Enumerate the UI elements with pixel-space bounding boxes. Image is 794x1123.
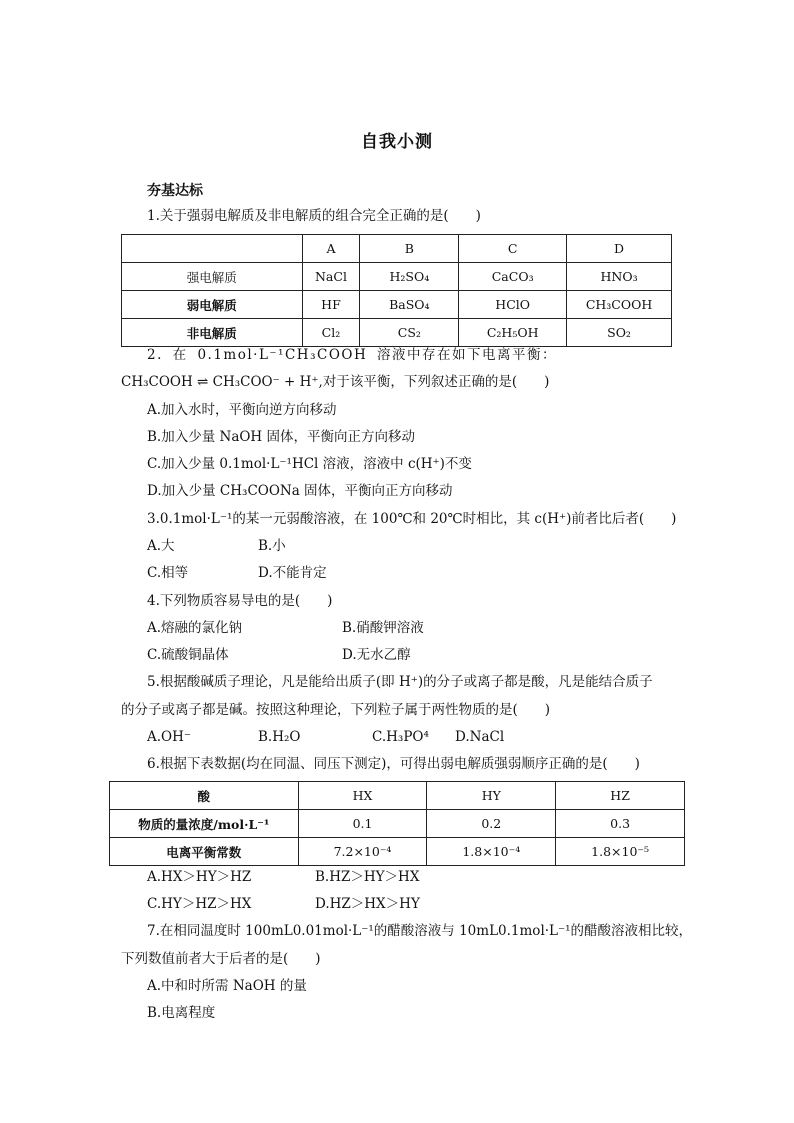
q5-option-d: D.NaCl: [455, 729, 505, 745]
table-cell: 0.1: [298, 810, 427, 838]
row-label: 非电解质: [122, 319, 303, 347]
q5-option-a: A.OH⁻: [147, 729, 192, 745]
q2-option-c: C.加入少量 0.1mol·L⁻¹HCl 溶液，溶液中 c(H⁺)不变: [147, 456, 472, 472]
q6-option-c: C.HY＞HZ＞HX: [147, 896, 252, 912]
table-cell: CaCO₃: [459, 263, 567, 291]
table-header: C: [459, 235, 567, 263]
table-cell: NaCl: [302, 263, 360, 291]
table-header: A: [302, 235, 360, 263]
q4-option-c: C.硫酸铜晶体: [147, 647, 229, 663]
table-cell: Cl₂: [302, 319, 360, 347]
table-header: D: [567, 235, 672, 263]
table-header: HX: [298, 782, 427, 810]
table-cell: 0.3: [556, 810, 685, 838]
table-cell: 7.2×10⁻⁴: [298, 838, 427, 866]
question-1-stem: 1.关于强弱电解质及非电解质的组合完全正确的是( ): [147, 208, 481, 224]
table-cell: HClO: [459, 291, 567, 319]
table-row: [122, 319, 672, 347]
table-row: [122, 263, 672, 291]
q3-option-a: A.大: [147, 538, 175, 554]
table-row: [110, 810, 685, 838]
row-label: 弱电解质: [122, 291, 303, 319]
table-header: HY: [427, 782, 556, 810]
table-cell: [122, 235, 303, 263]
q5-option-c: C.H₃PO⁴: [372, 729, 429, 745]
q7-option-b: B.电离程度: [147, 1005, 216, 1021]
page-title: 自我小测: [361, 132, 433, 152]
table-row: [122, 291, 672, 319]
table-row: [110, 782, 685, 810]
q7-option-a: A.中和时所需 NaOH 的量: [147, 978, 307, 994]
table-header: 酸: [110, 782, 299, 810]
question-5-stem-line2: 的分子或离子都是碱。按照这种理论，下列粒子属于两性物质的是( ): [121, 702, 551, 718]
table-row: [122, 235, 672, 263]
question-4-stem: 4.下列物质容易导电的是( ): [147, 593, 333, 609]
table-cell: CH₃COOH: [567, 291, 672, 319]
question-6-stem: 6.根据下表数据(均在同温、同压下测定)，可得出弱电解质强弱顺序正确的是( ): [147, 756, 640, 772]
table-cell: 1.8×10⁻⁵: [556, 838, 685, 866]
row-label: 电离平衡常数: [110, 838, 299, 866]
question-2-stem-line2: CH₃COOH ⇌ CH₃COO⁻ + H⁺,对于该平衡，下列叙述正确的是( ): [121, 374, 550, 390]
question-2-stem-line1: 2. 在 0.1mol·L⁻¹CH₃COOH 溶液中存在如下电离平衡：: [147, 347, 558, 363]
q6-option-b: B.HZ＞HY＞HX: [315, 869, 420, 885]
q6-table: [109, 781, 685, 866]
q2-option-b: B.加入少量 NaOH 固体，平衡向正方向移动: [147, 429, 415, 445]
table-cell: CS₂: [360, 319, 459, 347]
q4-option-a: A.熔融的氯化钠: [147, 620, 243, 636]
table-cell: 0.2: [427, 810, 556, 838]
q3-option-b: B.小: [258, 538, 286, 554]
row-label: 物质的量浓度/mol·L⁻¹: [110, 810, 299, 838]
table-row: [110, 838, 685, 866]
row-label: 强电解质: [122, 263, 303, 291]
q6-option-a: A.HX＞HY＞HZ: [147, 869, 252, 885]
question-7-stem-line1: 7.在相同温度时 100mL0.01mol·L⁻¹的醋酸溶液与 10mL0.1mol·L⁻¹的醋酸溶液相比较，: [147, 923, 693, 939]
q5-option-b: B.H₂O: [258, 729, 301, 745]
table-cell: HF: [302, 291, 360, 319]
table-cell: H₂SO₄: [360, 263, 459, 291]
table-cell: BaSO₄: [360, 291, 459, 319]
section-heading: 夯基达标: [147, 183, 203, 199]
q4-option-d: D.无水乙醇: [342, 647, 411, 663]
q4-option-b: B.硝酸钾溶液: [342, 620, 424, 636]
q6-option-d: D.HZ＞HX＞HY: [315, 896, 420, 912]
table-cell: 1.8×10⁻⁴: [427, 838, 556, 866]
table-cell: C₂H₅OH: [459, 319, 567, 347]
table-cell: HNO₃: [567, 263, 672, 291]
q2-option-a: A.加入水时，平衡向逆方向移动: [147, 402, 337, 418]
table-header: B: [360, 235, 459, 263]
q2-option-d: D.加入少量 CH₃COONa 固体，平衡向正方向移动: [147, 483, 453, 499]
q1-table: [121, 234, 672, 347]
question-7-stem-line2: 下列数值前者大于后者的是( ): [121, 951, 321, 967]
question-3-stem: 3.0.1mol·L⁻¹的某一元弱酸溶液，在 100℃和 20℃时相比，其 c(H⁺)前者比后者( ): [147, 511, 677, 527]
question-5-stem-line1: 5.根据酸碱质子理论，凡是能给出质子(即 H⁺)的分子或离子都是酸，凡是能结合质子: [147, 674, 653, 690]
table-header: HZ: [556, 782, 685, 810]
table-cell: SO₂: [567, 319, 672, 347]
q3-option-c: C.相等: [147, 565, 189, 581]
q3-option-d: D.不能肯定: [258, 565, 327, 581]
